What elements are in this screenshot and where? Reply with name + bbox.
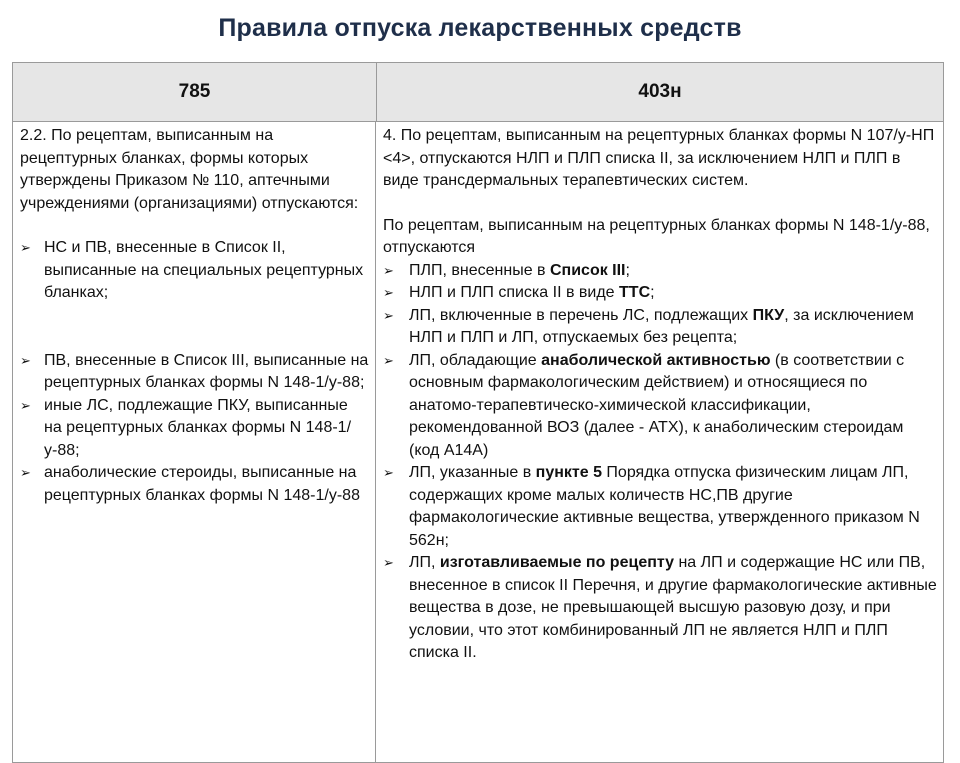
arrow-bullet-icon: ➢ [20, 465, 31, 480]
column-header-785: 785 [13, 63, 377, 121]
table-body-row [13, 122, 943, 762]
right-bullet-2-text: НЛП и ПЛП списка II в виде ТТС; [409, 284, 655, 301]
left-bullet-2-text: ПВ, внесенные в Список III, выписанные на рецептурных бланках формы N 148-1/у-88; [44, 351, 369, 391]
arrow-bullet-icon: ➢ [20, 352, 31, 368]
arrow-bullet-icon: ➢ [20, 397, 31, 413]
left-bullet-2 [20, 350, 369, 395]
right-bullet-5-text: ЛП, указанные в пункте 5 Порядка отпуска физическим лицам ЛП, содержащих кроме малых количеств НС,ПВ другие фармакологические активные вещества, утвержденного приказом N 562н; [409, 464, 920, 549]
right-bullet-5 [383, 462, 937, 552]
left-bullet-4-text: анаболические стероиды, выписанные на рецептурных бланках формы N 148-1/у-88 [44, 464, 360, 504]
page-title: Правила отпуска лекарственных средств [218, 14, 742, 42]
arrow-bullet-icon: ➢ [383, 555, 394, 570]
right-bullet-3 [383, 305, 937, 350]
arrow-bullet-icon: ➢ [383, 352, 394, 368]
arrow-bullet-icon: ➢ [20, 240, 31, 255]
left-bullet-4 [20, 462, 369, 507]
right-bullet-1-text: ПЛП, внесенные в Список III; [409, 261, 630, 279]
arrow-bullet-icon: ➢ [383, 285, 394, 300]
left-bullet-3 [20, 395, 369, 463]
arrow-bullet-icon: ➢ [383, 465, 394, 480]
arrow-bullet-icon: ➢ [383, 307, 394, 323]
right-bullet-6-text: ЛП, изготавливаемые по рецепту на ЛП и содержащие НС или ПВ, внесенное в список II Перечня, и другие фармакологические активные вещества в дозе, не превышающей высшую разовую дозу, и при условии, что этот комбинированный ЛП не является НЛП и ПЛП списка II. [409, 554, 937, 661]
table-header-row [13, 63, 943, 122]
comparison-table [12, 62, 944, 763]
arrow-bullet-icon: ➢ [383, 262, 394, 278]
cell-403n [376, 122, 943, 762]
right-intro: 4. По рецептам, выписанным на рецептурных бланках формы N 107/у-НП <4>, отпускаются НЛП и ПЛП списка II, за исключением НЛП и ПЛП в виде трансдермальных терапевтических систем. [383, 127, 935, 189]
right-bullet-4-text: ЛП, обладающие анаболической активностью (в соответствии с основным фармакологическим действием) и относящиеся по анатомо-терапевтическо-химической классификации, рекомендованной ВОЗ (далее - АТХ), к анаболическим стероидам (код А14А) [409, 351, 905, 459]
left-bullet-1-text: НС и ПВ, внесенные в Список II, выписанные на специальных рецептурных бланках; [44, 239, 364, 301]
right-bullet-2 [383, 282, 937, 305]
right-intro-2: По рецептам, выписанным на рецептурных бланках формы N 148-1/у-88, отпускаются [383, 216, 930, 256]
left-bullet-1 [20, 237, 369, 305]
right-bullet-1 [383, 260, 937, 283]
left-bullet-3-text: иные ЛС, подлежащие ПКУ, выписанные на рецептурных бланках формы N 148-1/у-88; [44, 396, 352, 459]
right-bullet-4 [383, 350, 937, 463]
column-header-403n: 403н [638, 81, 682, 102]
cell-785 [13, 122, 376, 762]
right-bullet-3-text: ЛП, включенные в перечень ЛС, подлежащих ПКУ, за исключением НЛП и ПЛП и ЛП, отпускаемых без рецепта; [409, 306, 914, 346]
left-intro: 2.2. По рецептам, выписанным на рецептурных бланках, формы которых утверждены Приказом № 110, аптечными учреждениями (организациями) отпускаются: [20, 127, 359, 212]
right-bullet-6 [383, 552, 937, 665]
